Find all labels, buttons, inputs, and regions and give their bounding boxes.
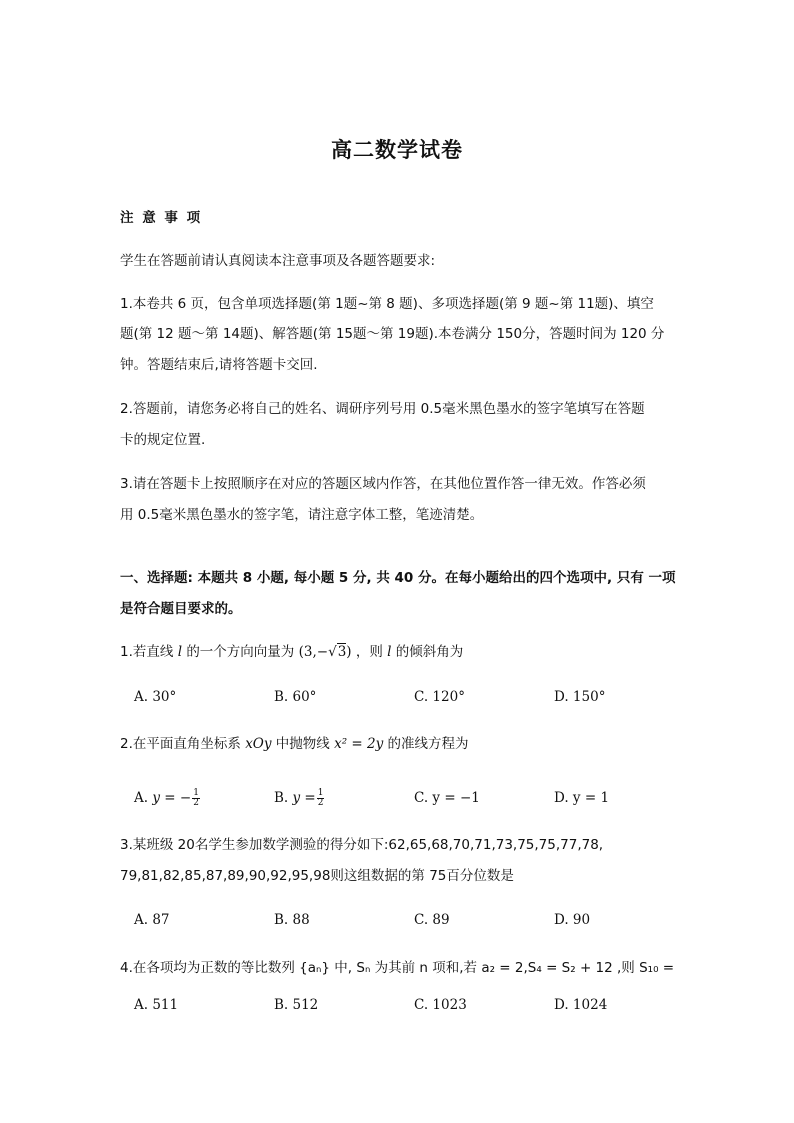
notice-item-2-line-2: 卡的规定位置.: [120, 432, 206, 448]
q2-option-b-label: B.: [274, 790, 289, 806]
notice-item-3-line-1: 3.请在答题卡上按照顺序在对应的答题区域内作答，在其他位置作答一律无效。作答必须: [120, 476, 646, 492]
notice-heading: 注 意 事 项: [120, 210, 203, 226]
q2-text-a: 2.在平面直角坐标系: [120, 736, 241, 752]
notice-item-1-line-1: 1.本卷共 6 页，包含单项选择题(第 1题~第 8 题)、多项选择题(第 9 题~第 11题)、填空: [120, 296, 654, 312]
q2-option-a[interactable]: [134, 788, 200, 808]
q2-option-a-label: A.: [134, 790, 149, 806]
q3-option-a[interactable]: A. 87: [134, 912, 170, 928]
q1-line-symbol: l: [177, 644, 183, 660]
q3-option-b[interactable]: B. 88: [274, 912, 310, 928]
q1-text-c: ，则: [355, 644, 383, 660]
q2-option-a-eq: y = −: [152, 790, 192, 806]
q2-option-c[interactable]: C. y = −1: [414, 790, 480, 806]
q2-coordinate-system: xOy: [245, 736, 272, 752]
q1-option-b[interactable]: B. 60°: [274, 689, 317, 705]
q2-text-b: 中抛物线: [275, 736, 330, 752]
notice-item-3-line-2: 用 0.5毫米黑色墨水的签字笔，请注意字体工整，笔迹清楚。: [120, 507, 484, 523]
notice-item-1-line-3: 钟。答题结束后,请将答题卡交回.: [120, 357, 318, 373]
q2-option-b-numerator: 1: [317, 788, 324, 798]
q1-sqrt-value: 3: [337, 644, 347, 660]
q2-option-d[interactable]: D. y = 1: [554, 790, 610, 806]
q4-option-b[interactable]: B. 512: [274, 997, 319, 1013]
question-3-stem-line-2: 79,81,82,85,87,89,90,92,95,98则这组数据的第 75百分位数是: [120, 868, 514, 884]
q4-option-a[interactable]: A. 511: [134, 997, 179, 1013]
q1-option-c[interactable]: C. 120°: [414, 689, 465, 705]
q3-option-c[interactable]: C. 89: [414, 912, 450, 928]
q1-text-d: 的倾斜角为: [395, 644, 464, 660]
q2-option-b-denominator: 2: [317, 798, 324, 808]
q2-option-b-fraction: [317, 789, 325, 808]
q2-text-c: 的准线方程为: [387, 736, 469, 752]
q2-equation: x² = 2y: [334, 736, 384, 752]
page-title: 高二数学试卷: [331, 138, 463, 162]
question-1-stem: [120, 642, 680, 662]
notice-item-2-line-1: 2.答题前，请您务必将自己的姓名、调研序列号用 0.5毫米黑色墨水的签字笔填写在答题: [120, 401, 645, 417]
notice-item-1-line-2: 题(第 12 题～第 14题)、解答题(第 15题～第 19题).本卷满分 150分，答题时间为 120 分: [120, 326, 665, 342]
q1-text-b: 的一个方向向量为: [186, 644, 295, 660]
q2-option-a-denominator: 2: [193, 798, 199, 808]
question-2-stem: [120, 734, 680, 754]
notice-intro: 学生在答题前请认真阅读本注意事项及各题答题要求:: [120, 253, 436, 269]
question-3-stem-line-1: 3.某班级 20名学生参加数学测验的得分如下:62,65,68,70,71,73,75,75,77,78,: [120, 837, 604, 853]
q1-sqrt-sign: √: [328, 644, 337, 660]
q1-vector-close: ): [346, 644, 352, 660]
q2-option-a-fraction: [192, 789, 200, 808]
q1-vector-open: (3,−: [298, 644, 329, 660]
section-1-heading-line-2: 是符合题目要求的。: [120, 601, 242, 617]
q2-option-b-eq: y =: [292, 790, 316, 806]
q1-option-d[interactable]: D. 150°: [554, 689, 606, 705]
q1-line-symbol-2: l: [387, 644, 392, 660]
section-1-heading-line-1: 一、选择题: 本题共 8 小题, 每小题 5 分, 共 40 分。在每小题给出的四个选项中, 只有 一项: [120, 570, 676, 586]
question-4-stem: 4.在各项均为正数的等比数列 {aₙ} 中, Sₙ 为其前 n 项和,若 a₂ = 2,S₄ = S₂ + 12 ,则 S₁₀ =: [120, 960, 675, 976]
q1-text-a: 1.若直线: [120, 644, 174, 660]
q1-option-a[interactable]: A. 30°: [134, 689, 177, 705]
q2-option-a-numerator: 1: [193, 788, 199, 798]
q2-option-b[interactable]: [274, 788, 324, 808]
q4-option-c[interactable]: C. 1023: [414, 997, 467, 1013]
q3-option-d[interactable]: D. 90: [554, 912, 591, 928]
q4-option-d[interactable]: D. 1024: [554, 997, 608, 1013]
